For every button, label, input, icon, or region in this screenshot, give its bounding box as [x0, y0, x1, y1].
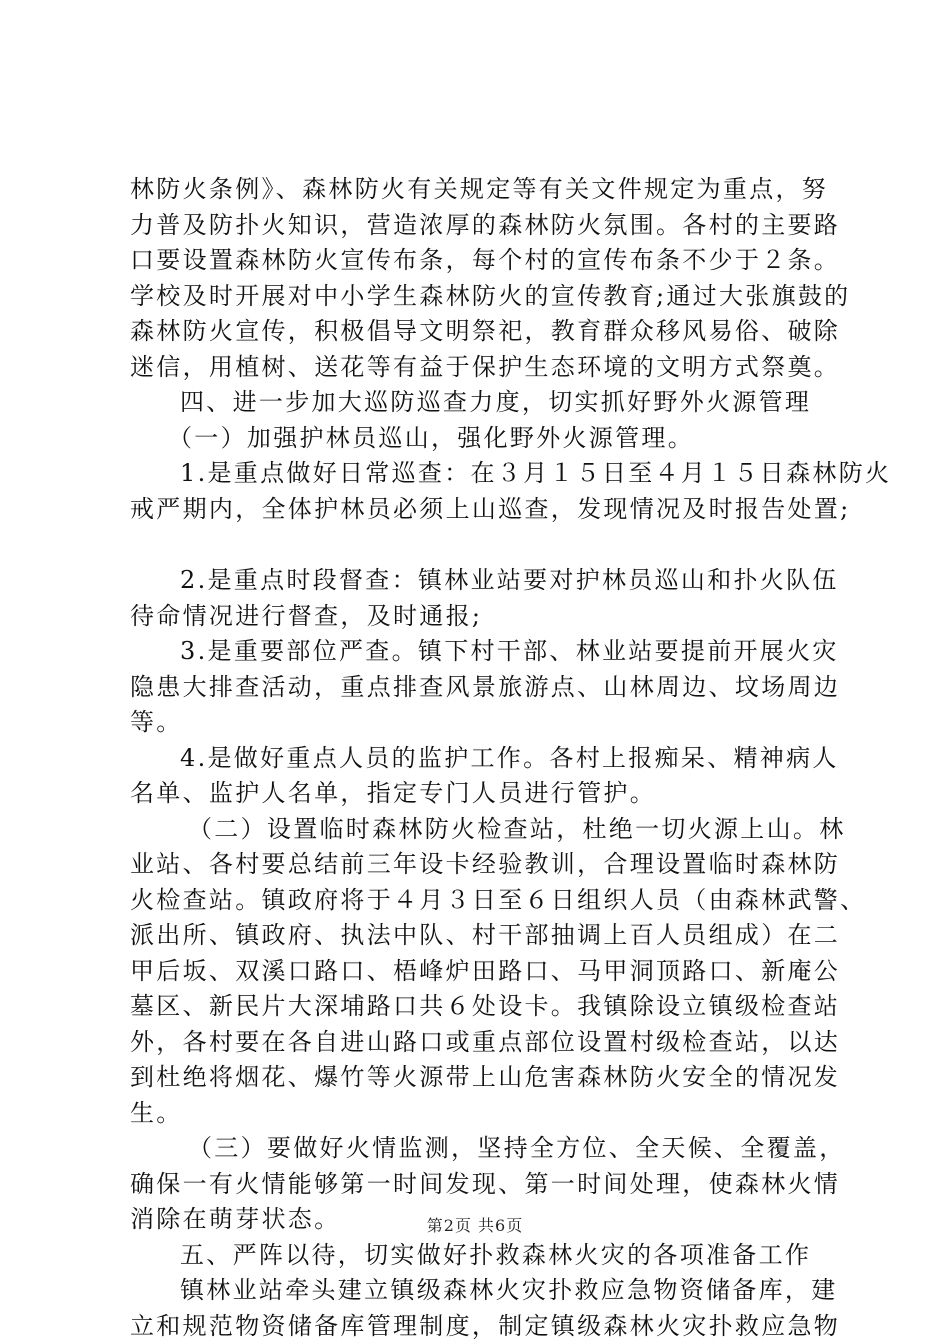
text-line: 口要设置森林防火宣传布条，每个村的宣传布条不少于２条。 [130, 246, 841, 274]
text-line: 4.是做好重点人员的监护工作。各村上报痴呆、精神病人 [180, 743, 839, 772]
text-line: 名单、监护人名单，指定专门人员进行管护。 [130, 779, 656, 807]
document-body [130, 172, 892, 1344]
text-line: 3.是重要部位严查。镇下村干部、林业站要提前开展火灾 [180, 637, 839, 665]
text-line: 1.是重点做好日常巡查：在３月１５日至４月１５日森林防火 [180, 459, 892, 487]
subsection-heading-2: （二）设置临时森林防火检查站，杜绝一切火源上山。林 [188, 814, 846, 843]
subsection-heading-1: （一）加强护林员巡山，强化野外火源管理。 [168, 423, 694, 452]
section-heading-4: 四、进一步加大巡防巡查力度，切实抓好野外火源管理 [180, 388, 812, 416]
text-line: 派出所、镇政府、执法中队、村干部抽调上百人员组成）在二 [130, 921, 841, 949]
text-line: 林防火条例》、森林防火有关规定等有关文件规定为重点，努 [130, 175, 829, 203]
text-line: 墓区、新民片大深埔路口共６处设卡。我镇除设立镇级检查站 [130, 992, 841, 1020]
text-line: 确保一有火情能够第一时间发现、第一时间处理，使森林火情 [130, 1169, 841, 1198]
text-line: 生。 [130, 1098, 183, 1127]
text-line: 待命情况进行督查，及时通报; [130, 601, 483, 630]
page-footer: 第2页 共6页 [426, 1216, 524, 1235]
text-line: 到杜绝将烟花、爆竹等火源带上山危害森林防火安全的情况发 [130, 1063, 841, 1091]
text-line: 业站、各村要总结前三年设卡经验教训，合理设置临时森林防 [130, 850, 841, 878]
text-line: 森林防火宣传，积极倡导文明祭祀，教育群众移风易俗、破除 [130, 317, 841, 345]
text-line: 甲后坂、双溪口路口、梧峰炉田路口、马甲洞顶路口、新庵公 [130, 956, 841, 985]
text-line: 外，各村要在各自进山路口或重点部位设置村级检查站，以达 [130, 1027, 841, 1056]
text-line: 消除在萌芽状态。 [130, 1205, 341, 1233]
text-line: 等。 [130, 708, 183, 736]
subsection-heading-3: （三）要做好火情监测，坚持全方位、全天候、全覆盖， [188, 1134, 846, 1162]
text-line: 火检查站。镇政府将于４月３日至６日组织人员（由森林武警、 [130, 885, 867, 914]
text-line: 戒严期内，全体护林员必须上山巡查，发现情况及时报告处置; [130, 494, 851, 523]
text-line: 2.是重点时段督查：镇林业站要对护林员巡山和扑火队伍 [180, 566, 839, 594]
section-heading-5: 五、严阵以待，切实做好扑救森林火灾的各项准备工作 [180, 1240, 812, 1269]
blank-line [130, 527, 830, 563]
text-line: 隐患大排查活动，重点排查风景旅游点、山林周边、坟场周边 [130, 672, 841, 701]
text-line: 学校及时开展对中小学生森林防火的宣传教育;通过大张旗鼓的 [130, 281, 851, 310]
text-line: 力普及防扑火知识，营造浓厚的森林防火氛围。各村的主要路 [130, 210, 841, 239]
text-line: 迷信，用植树、送花等有益于保护生态环境的文明方式祭奠。 [130, 352, 841, 381]
text-line: 立和规范物资储备库管理制度，制定镇级森林火灾扑救应急物 [130, 1311, 841, 1340]
text-line: 镇林业站牵头建立镇级森林火灾扑救应急物资储备库，建 [180, 1276, 838, 1304]
